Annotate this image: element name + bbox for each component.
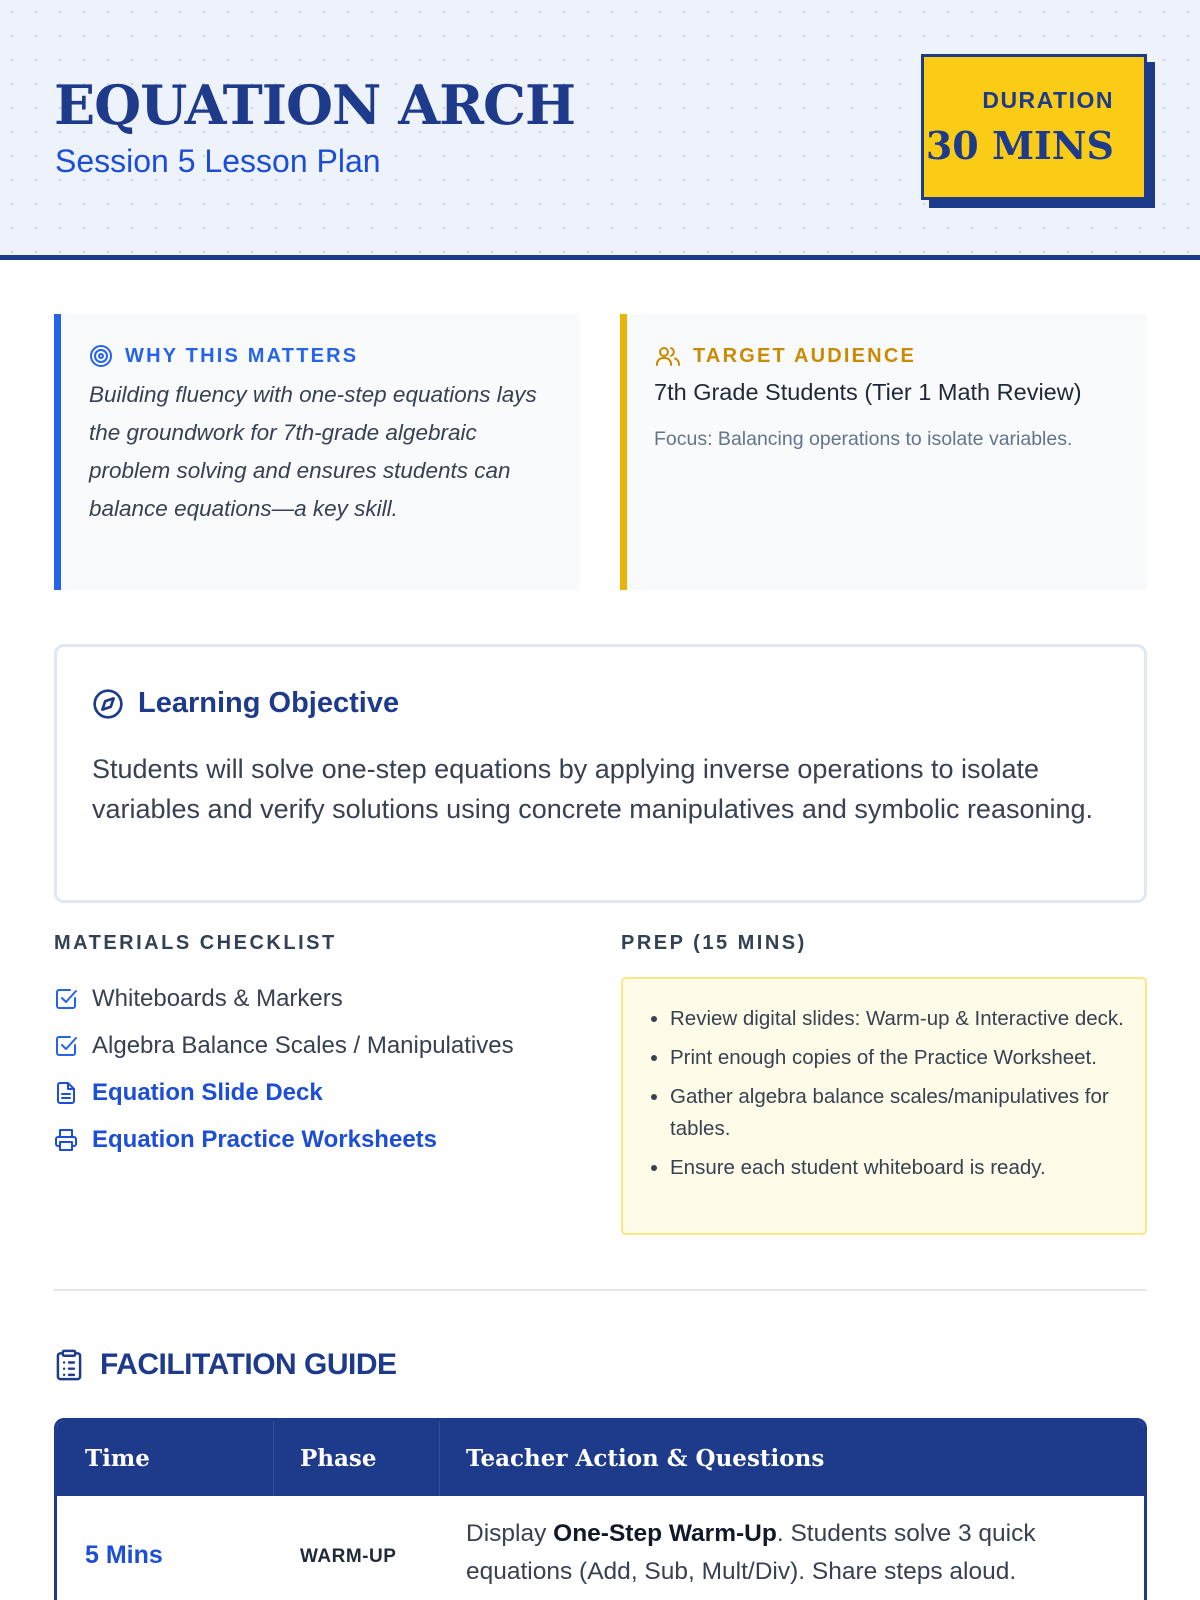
table-header: [57, 1421, 1144, 1496]
target-focus: Focus: Balancing operations to isolate variables.: [654, 428, 1073, 450]
target-heading-label: TARGET AUDIENCE: [693, 344, 916, 367]
objective-heading: [92, 687, 399, 720]
guide-heading: [54, 1348, 397, 1382]
duration-label: DURATION: [982, 87, 1114, 113]
material-link-worksheets[interactable]: [54, 1116, 514, 1163]
row-action-prefix: Display: [466, 1520, 554, 1547]
why-heading-label: WHY THIS MATTERS: [125, 344, 359, 367]
material-link-label[interactable]: Equation Slide Deck: [92, 1078, 323, 1106]
objective-text: Students will solve one-step equations by applying inverse operations to isolate variables and verify solutions using concrete manipulatives and symbolic reasoning.: [92, 754, 1094, 824]
objective-card: [54, 644, 1147, 903]
target-card: [620, 314, 1147, 590]
clipboard-icon: [54, 1349, 84, 1381]
duration-value: 30 MINS: [925, 123, 1114, 168]
row-action: [466, 1515, 1126, 1591]
section-divider: [54, 1289, 1147, 1291]
compass-icon: [92, 688, 124, 720]
why-heading: [89, 344, 358, 368]
lesson-header: [0, 0, 1200, 260]
prep-box: [621, 977, 1147, 1235]
checkbox-icon: [54, 987, 78, 1011]
document-icon: [54, 1081, 78, 1105]
material-item: [54, 975, 514, 1022]
guide-heading-label: FACILITATION GUIDE: [100, 1348, 397, 1381]
prep-list: [670, 1003, 1130, 1191]
row-action-suffix: . Students solve 3 quick equations (Add, Sub, Mult/Div). Share steps aloud.: [466, 1520, 1036, 1585]
users-icon: [655, 344, 681, 368]
column-header-time: Time: [57, 1421, 274, 1496]
target-icon: [89, 344, 113, 368]
material-link-label[interactable]: Equation Practice Worksheets: [92, 1125, 437, 1153]
prep-item: • Print enough copies of the Practice Worksheet.: [670, 1042, 1130, 1074]
row-phase: WARM-UP: [300, 1546, 397, 1567]
duration-badge: [921, 54, 1147, 200]
facilitation-table: [54, 1418, 1147, 1600]
prep-heading: PREP (15 MINS): [621, 932, 807, 954]
column-header-phase: Phase: [274, 1421, 440, 1496]
page-title: EQUATION ARCH: [54, 73, 575, 137]
prep-item: • Gather algebra balance scales/manipulatives for tables.: [670, 1081, 1130, 1145]
prep-item: • Ensure each student whiteboard is ready.: [670, 1152, 1130, 1184]
target-audience: 7th Grade Students (Tier 1 Math Review): [654, 379, 1082, 405]
why-card: [54, 314, 580, 590]
printer-icon: [54, 1128, 78, 1152]
prep-item: • Review digital slides: Warm-up & Interactive deck.: [670, 1003, 1130, 1035]
column-header-action: Teacher Action & Questions: [466, 1445, 825, 1472]
why-text: Building fluency with one-step equations lays the groundwork for 7th-grade algebraic problem solving and ensures students can balance equations—a key skill.: [89, 382, 537, 521]
objective-heading-label: Learning Objective: [138, 687, 400, 719]
material-label: Whiteboards & Markers: [92, 984, 343, 1012]
material-link-slide-deck[interactable]: [54, 1069, 514, 1116]
material-item: [54, 1022, 514, 1069]
target-heading: [655, 344, 916, 368]
materials-list: [54, 975, 514, 1163]
material-label: Algebra Balance Scales / Manipulatives: [92, 1031, 514, 1059]
page-subtitle: Session 5 Lesson Plan: [55, 143, 381, 179]
materials-heading: MATERIALS CHECKLIST: [54, 932, 337, 954]
row-action-bold: One-Step Warm-Up: [553, 1520, 777, 1547]
row-time: 5 Mins: [85, 1541, 163, 1569]
checkbox-icon: [54, 1034, 78, 1058]
